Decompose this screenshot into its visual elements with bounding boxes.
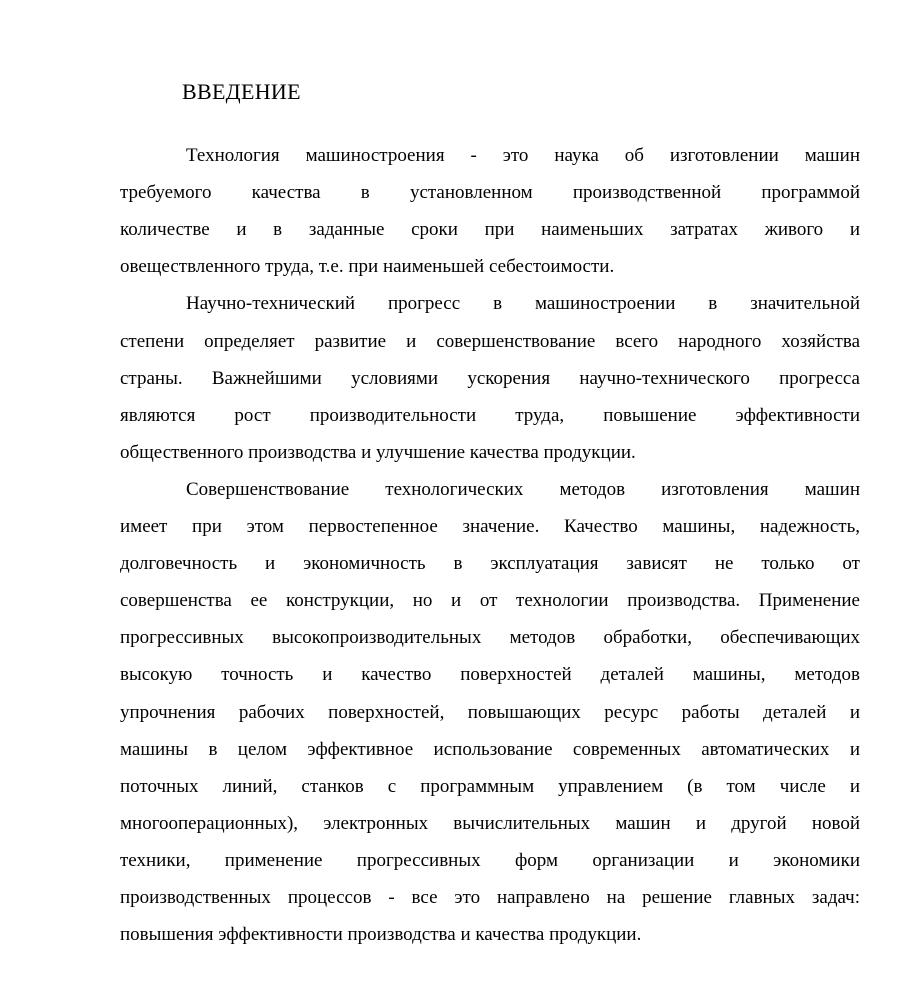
paragraph-3-line: поточных линий, станков с программным управлением (в том числе и <box>120 775 860 797</box>
paragraph-3-line: повышения эффективности производства и качества продукции. <box>120 924 642 946</box>
paragraph-1-line: требуемого качества в установленном производственной программой <box>120 182 860 204</box>
paragraph-3-line: совершенства ее конструкции, но и от технологии производства. Применение <box>120 590 860 612</box>
paragraph-2-line: Научно-технический прогресс в машиностроении в значительной <box>186 293 860 315</box>
paragraph-3-line: упрочнения рабочих поверхностей, повышающих ресурс работы деталей и <box>120 701 860 723</box>
paragraph-2-line: являются рост производительности труда, повышение эффективности <box>120 404 860 426</box>
paragraph-3-line: техники, применение прогрессивных форм организации и экономики <box>120 849 860 871</box>
paragraph-3-line: многооперационных), электронных вычислительных машин и другой новой <box>120 812 860 834</box>
paragraph-2-line: степени определяет развитие и совершенствование всего народного хозяйства <box>120 330 860 352</box>
paragraph-3-line: имеет при этом первостепенное значение. Качество машины, надежность, <box>120 516 860 537</box>
paragraph-1-line: Технология машиностроения - это наука об изготовлении машин <box>186 145 860 166</box>
paragraph-3-line: производственных процессов - все это направлено на решение главных задач: <box>120 887 860 908</box>
paragraph-3-line: долговечность и экономичность в эксплуатация зависят не только от <box>120 553 860 575</box>
paragraph-1-line: овеществленного труда, т.е. при наименьшей себестоимости. <box>120 256 615 278</box>
paragraph-1-line: количестве и в заданные сроки при наименьших затратах живого и <box>120 219 860 241</box>
paragraph-3-line: высокую точность и качество поверхностей деталей машины, методов <box>120 664 860 686</box>
paragraph-3-line: прогрессивных высокопроизводительных методов обработки, обеспечивающих <box>120 627 860 649</box>
paragraph-3-line: машины в целом эффективное использование современных автоматических и <box>120 738 860 760</box>
paragraph-3-line: Совершенствование технологических методов изготовления машин <box>186 478 860 500</box>
document-title: ВВЕДЕНИЕ <box>182 79 301 104</box>
paragraph-2-line: страны. Важнейшими условиями ускорения научно-технического прогресса <box>120 367 860 389</box>
paragraph-2-line: общественного производства и улучшение качества продукции. <box>120 441 636 463</box>
